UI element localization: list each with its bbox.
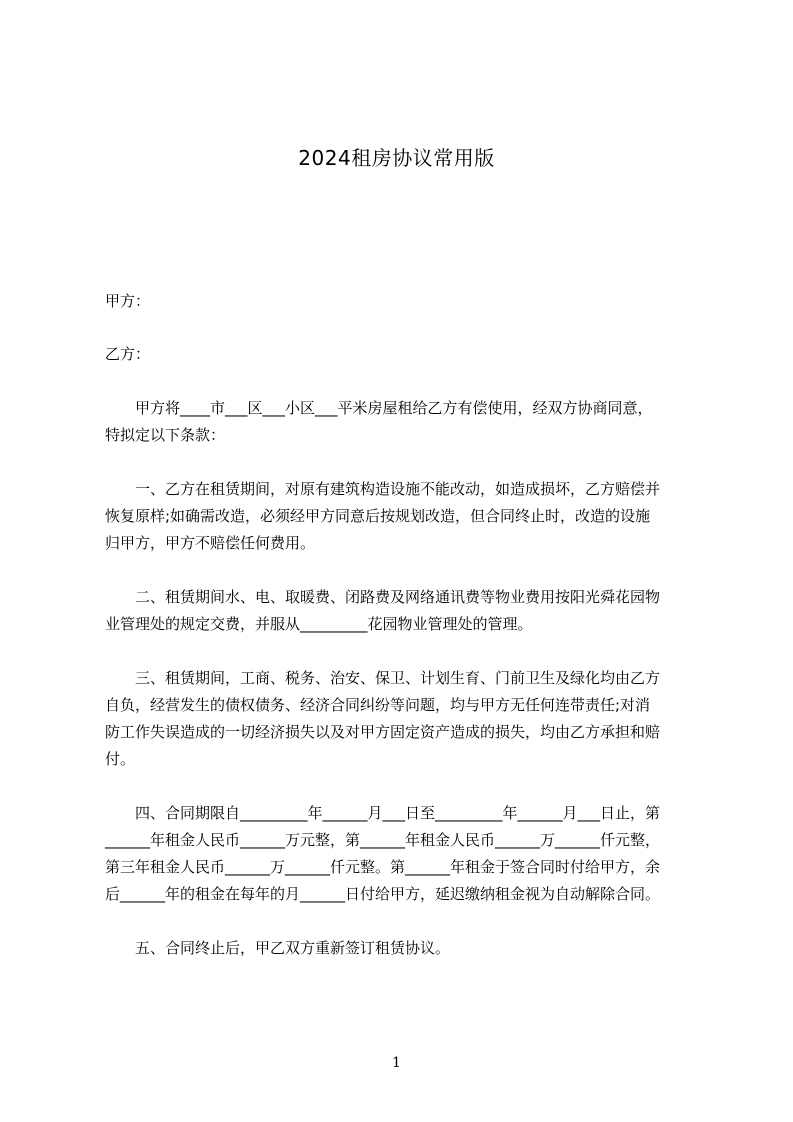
clause4-line-2: ______年租金人民币______万元整，第______年租金人民币______万______仟元整， xyxy=(105,831,661,849)
clause1-line-3: 归甲方，甲方不赔偿任何费用。 xyxy=(105,534,316,552)
clause3-line-1: 三、租赁期间，工商、税务、治安、保卫、计划生育、门前卫生及绿化均由乙方 xyxy=(105,669,661,687)
party-a-label: 甲方： xyxy=(105,292,151,310)
intro-line-2: 特拟定以下条款： xyxy=(105,426,226,444)
clause5-line-1: 五、合同终止后，甲乙双方重新签订租赁协议。 xyxy=(105,939,451,957)
page-number: 1 xyxy=(392,1055,401,1071)
clause3-line-2: 自负，经营发生的债权债务、经济合同纠纷等问题，均与甲方无任何连带责任;对消 xyxy=(105,696,651,714)
clause2-line-1: 二、租赁期间水、电、取暖费、闭路费及网络通讯费等物业费用按阳光舜花园物 xyxy=(105,588,661,606)
clause1-line-1: 一、乙方在租赁期间，对原有建筑构造设施不能改动，如造成损坏，乙方赔偿并 xyxy=(105,480,661,498)
clause1-line-2: 恢复原样;如确需改造，必须经甲方同意后按规划改造，但合同终止时，改造的设施 xyxy=(105,507,651,525)
clause4-line-3: 第三年租金人民币______万______仟元整。第______年租金于签合同时付给甲方，余 xyxy=(105,858,661,876)
clause2-line-2: 业管理处的规定交费，并服从_________花园物业管理处的管理。 xyxy=(105,615,533,633)
clause4-line-4: 后______年的租金在每年的月______日付给甲方，延迟缴纳租金视为自动解除合同。 xyxy=(105,885,661,903)
intro-line-1: 甲方将____市___区___小区___平米房屋租给乙方有偿使用，经双方协商同意， xyxy=(105,399,653,417)
party-b-label: 乙方： xyxy=(105,345,151,363)
clause3-line-4: 付。 xyxy=(105,750,136,768)
clause3-line-3: 防工作失误造成的一切经济损失以及对甲方固定资产造成的损失，均由乙方承担和赔 xyxy=(105,723,661,741)
clause4-line-1: 四、合同期限自_________年______月___日至_________年______月___日止，第 xyxy=(105,804,661,822)
document-title: 2024租房协议常用版 xyxy=(298,146,495,170)
